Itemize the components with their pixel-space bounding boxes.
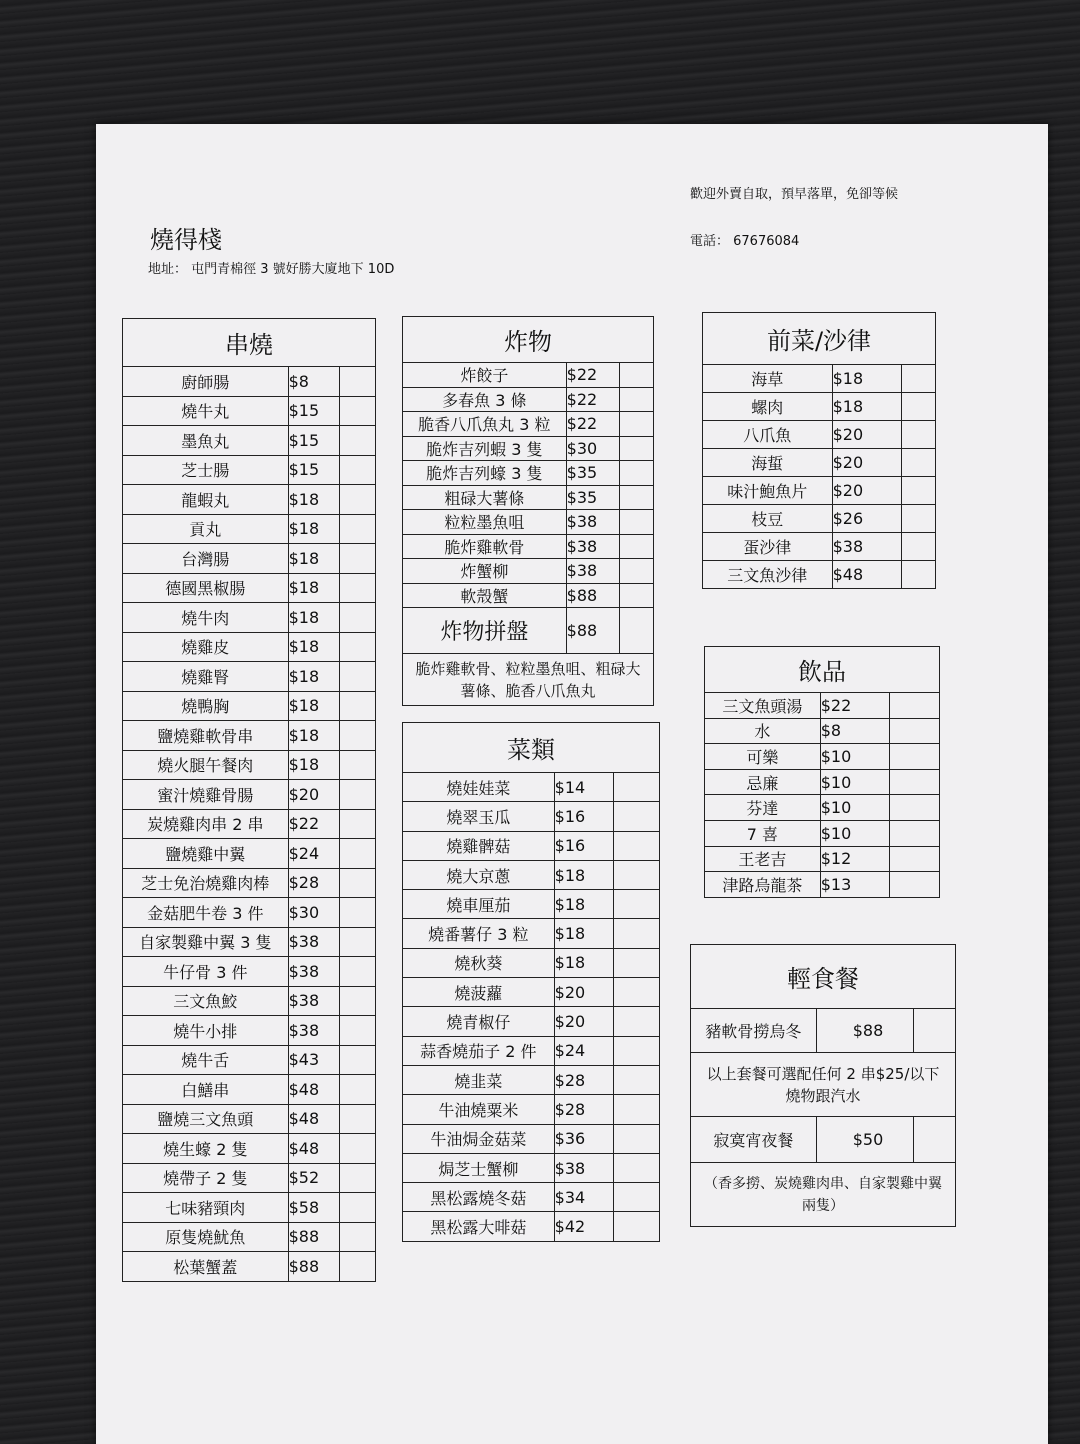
menu-item-row — [123, 750, 376, 780]
shop-name: 燒得棧 — [150, 226, 222, 254]
menu-item-row — [403, 1212, 660, 1241]
drinks-section — [704, 646, 940, 898]
item-price: $18 — [288, 632, 340, 662]
item-price: $38 — [566, 510, 620, 535]
item-name: 焗芝士蟹柳 — [403, 1153, 555, 1182]
item-name: 忌廉 — [705, 769, 821, 795]
item-name: 粒粒墨魚咀 — [403, 510, 567, 535]
menu-item-row — [123, 1075, 376, 1105]
item-price: $24 — [288, 839, 340, 869]
item-name: 燒翠玉瓜 — [403, 802, 555, 831]
item-price: $43 — [288, 1045, 340, 1075]
item-price: $28 — [554, 1095, 614, 1124]
menu-item-row — [703, 505, 936, 533]
item-price: $38 — [288, 927, 340, 957]
item-name: 自家製雞中翼 3 隻 — [123, 927, 289, 957]
menu-item-row — [403, 831, 660, 860]
item-name: 燒番薯仔 3 粒 — [403, 919, 555, 948]
item-price: $18 — [288, 750, 340, 780]
menu-item-row — [403, 1183, 660, 1212]
item-price: $88 — [566, 583, 620, 608]
item-name: 燒火腿午餐肉 — [123, 750, 289, 780]
item-name: 脆炸雞軟骨 — [403, 534, 567, 559]
menu-item-row — [705, 795, 940, 821]
menu-item-row — [123, 691, 376, 721]
item-name: 龍蝦丸 — [123, 485, 289, 515]
menu-item-row — [123, 603, 376, 633]
platter-name: 炸物拼盤 — [403, 608, 567, 654]
item-price: $18 — [554, 890, 614, 919]
menu-item-row — [123, 485, 376, 515]
item-price: $18 — [288, 544, 340, 574]
menu-item-row — [403, 461, 654, 486]
item-name: 多春魚 3 條 — [403, 387, 567, 412]
item-name: 螺肉 — [703, 393, 833, 421]
takeaway-notice: 歡迎外賣自取，預早落單，免卻等候 — [690, 187, 899, 202]
menu-item-row — [403, 534, 654, 559]
item-name: 台灣腸 — [123, 544, 289, 574]
menu-item-row — [705, 693, 940, 719]
item-name: 燒秋葵 — [403, 948, 555, 977]
item-price: $10 — [820, 820, 890, 846]
item-name: 燒韭菜 — [403, 1065, 555, 1094]
set-meal-name: 寂寞宵夜餐 — [691, 1117, 817, 1163]
menu-item-row — [403, 436, 654, 461]
set-meal-contents: （香多撈、炭燒雞肉串、自家製雞中翼兩隻） — [691, 1163, 956, 1227]
item-name: 燒雞髀菇 — [403, 831, 555, 860]
platter-price: $88 — [566, 608, 620, 654]
item-name: 燒牛舌 — [123, 1045, 289, 1075]
item-name: 白鱔串 — [123, 1075, 289, 1105]
appetizers-section — [702, 312, 936, 589]
menu-item-row — [403, 1124, 660, 1153]
item-name: 脆炸吉列蠔 3 隻 — [403, 461, 567, 486]
item-price: $18 — [288, 573, 340, 603]
item-price: $48 — [288, 1075, 340, 1105]
menu-item-row — [403, 510, 654, 535]
item-price: $22 — [566, 412, 620, 437]
menu-item-row — [123, 868, 376, 898]
item-name: 燒車厘茄 — [403, 890, 555, 919]
item-price: $88 — [288, 1222, 340, 1252]
menu-item-row — [123, 367, 376, 397]
item-price: $58 — [288, 1193, 340, 1223]
item-price: $22 — [566, 363, 620, 388]
menu-item-row — [703, 393, 936, 421]
item-price: $8 — [288, 367, 340, 397]
item-price: $18 — [288, 514, 340, 544]
menu-item-row — [123, 986, 376, 1016]
item-name: 鹽燒三文魚頭 — [123, 1104, 289, 1134]
platter-description: 脆炸雞軟骨、粒粒墨魚咀、粗碌大薯條、脆香八爪魚丸 — [403, 654, 654, 706]
item-price: $15 — [288, 396, 340, 426]
item-price: $18 — [288, 691, 340, 721]
item-price: $48 — [288, 1134, 340, 1164]
menu-item-row — [123, 957, 376, 987]
item-price: $10 — [820, 795, 890, 821]
item-name: 松葉蟹蓋 — [123, 1252, 289, 1282]
item-price: $20 — [554, 978, 614, 1007]
item-name: 三文魚頭湯 — [705, 693, 821, 719]
item-name: 貢丸 — [123, 514, 289, 544]
item-name: 芝士免治燒雞肉棒 — [123, 868, 289, 898]
menu-item-row — [703, 477, 936, 505]
item-price: $16 — [554, 831, 614, 860]
item-price: $15 — [288, 455, 340, 485]
menu-item-row — [123, 780, 376, 810]
item-name: 粗碌大薯條 — [403, 485, 567, 510]
item-price: $35 — [566, 461, 620, 486]
item-price: $48 — [288, 1104, 340, 1134]
item-name: 黑松露大啡菇 — [403, 1212, 555, 1241]
menu-item-row — [123, 1193, 376, 1223]
menu-item-row — [123, 455, 376, 485]
item-name: 軟殼蟹 — [403, 583, 567, 608]
menu-item-row — [403, 1153, 660, 1182]
item-name: 鹽燒雞中翼 — [123, 839, 289, 869]
item-name: 燒牛小排 — [123, 1016, 289, 1046]
item-price: $18 — [832, 365, 902, 393]
item-name: 蒜香燒茄子 2 件 — [403, 1036, 555, 1065]
item-price: $16 — [554, 802, 614, 831]
item-name: 燒青椒仔 — [403, 1007, 555, 1036]
set-meal-price: $88 — [816, 1009, 914, 1053]
item-price: $18 — [554, 948, 614, 977]
item-price: $15 — [288, 426, 340, 456]
menu-item-row — [123, 1045, 376, 1075]
item-price: $18 — [288, 485, 340, 515]
set-meal-name: 豬軟骨撈烏冬 — [691, 1009, 817, 1053]
item-name: 脆香八爪魚丸 3 粒 — [403, 412, 567, 437]
item-name: 原隻燒魷魚 — [123, 1222, 289, 1252]
set-meal-price: $50 — [816, 1117, 914, 1163]
item-price: $26 — [832, 505, 902, 533]
item-price: $20 — [832, 477, 902, 505]
menu-item-row — [705, 744, 940, 770]
item-name: 芝士腸 — [123, 455, 289, 485]
fried-list — [403, 363, 654, 608]
item-price: $38 — [288, 957, 340, 987]
menu-item-row — [403, 860, 660, 889]
item-name: 燒娃娃菜 — [403, 773, 555, 802]
item-name: 王老吉 — [705, 846, 821, 872]
item-name: 黑松露燒冬菇 — [403, 1183, 555, 1212]
item-name: 枝豆 — [703, 505, 833, 533]
menu-item-row — [123, 839, 376, 869]
shop-address: 地址： 屯門青棉徑 3 號好勝大廈地下 10D — [148, 262, 395, 277]
menu-item-row — [705, 718, 940, 744]
fried-section — [402, 316, 654, 706]
item-name: 牛油燒粟米 — [403, 1095, 555, 1124]
set-meal-note: 以上套餐可選配任何 2 串$25/以下燒物跟汽水 — [691, 1053, 956, 1117]
menu-item-row — [403, 363, 654, 388]
item-price: $14 — [554, 773, 614, 802]
section-title: 菜類 — [403, 723, 660, 773]
item-name: 炸蟹柳 — [403, 559, 567, 584]
item-name: 燒牛丸 — [123, 396, 289, 426]
menu-item-row — [123, 1104, 376, 1134]
item-price: $18 — [832, 393, 902, 421]
section-title: 輕食餐 — [691, 945, 956, 1009]
item-price: $38 — [288, 986, 340, 1016]
section-title: 炸物 — [403, 317, 654, 363]
item-name: 可樂 — [705, 744, 821, 770]
item-name: 燒生蠔 2 隻 — [123, 1134, 289, 1164]
menu-item-row — [123, 544, 376, 574]
menu-item-row — [705, 820, 940, 846]
menu-item-row — [123, 1134, 376, 1164]
menu-item-row — [403, 1007, 660, 1036]
item-price: $28 — [288, 868, 340, 898]
item-name: 牛仔骨 3 件 — [123, 957, 289, 987]
item-name: 脆炸吉列蝦 3 隻 — [403, 436, 567, 461]
item-price: $34 — [554, 1183, 614, 1212]
item-price: $38 — [832, 533, 902, 561]
item-name: 海草 — [703, 365, 833, 393]
item-price: $20 — [832, 449, 902, 477]
menu-item-row — [403, 387, 654, 412]
item-price: $10 — [820, 744, 890, 770]
item-name: 7 喜 — [705, 820, 821, 846]
menu-item-row — [403, 583, 654, 608]
item-price: $18 — [554, 860, 614, 889]
item-name: 燒雞皮 — [123, 632, 289, 662]
item-price: $13 — [820, 872, 890, 898]
phone-number: 電話： 67676084 — [690, 234, 800, 249]
menu-item-row — [705, 846, 940, 872]
menu-item-row — [403, 978, 660, 1007]
item-price: $38 — [566, 534, 620, 559]
menu-item-row — [403, 802, 660, 831]
menu-item-row — [403, 412, 654, 437]
menu-item-row — [403, 559, 654, 584]
menu-item-row — [123, 721, 376, 751]
item-price: $20 — [288, 780, 340, 810]
item-price: $18 — [288, 603, 340, 633]
item-name: 燒菠蘿 — [403, 978, 555, 1007]
item-price: $20 — [832, 421, 902, 449]
platter-row — [403, 608, 654, 654]
menu-item-row — [403, 890, 660, 919]
item-name: 炸餃子 — [403, 363, 567, 388]
menu-item-row — [703, 533, 936, 561]
item-name: 蜜汁燒雞骨腸 — [123, 780, 289, 810]
item-name: 燒雞腎 — [123, 662, 289, 692]
item-price: $36 — [554, 1124, 614, 1153]
item-price: $28 — [554, 1065, 614, 1094]
menu-item-row — [403, 919, 660, 948]
item-name: 金菇肥牛卷 3 件 — [123, 898, 289, 928]
menu-item-row — [705, 769, 940, 795]
item-name: 七味豬頸肉 — [123, 1193, 289, 1223]
item-price: $12 — [820, 846, 890, 872]
item-name: 鹽燒雞軟骨串 — [123, 721, 289, 751]
section-title: 前菜/沙律 — [703, 313, 936, 365]
item-name: 墨魚丸 — [123, 426, 289, 456]
item-name: 三文魚鮫 — [123, 986, 289, 1016]
menu-item-row — [703, 365, 936, 393]
item-price: $38 — [566, 559, 620, 584]
item-name: 八爪魚 — [703, 421, 833, 449]
item-price: $22 — [566, 387, 620, 412]
menu-item-row — [403, 485, 654, 510]
item-name: 水 — [705, 718, 821, 744]
item-name: 炭燒雞肉串 2 串 — [123, 809, 289, 839]
skewers-section — [122, 318, 376, 1282]
menu-item-row — [403, 1065, 660, 1094]
item-name: 三文魚沙律 — [703, 561, 833, 589]
item-price: $30 — [288, 898, 340, 928]
item-name: 燒鴨胸 — [123, 691, 289, 721]
menu-item-row — [123, 1016, 376, 1046]
menu-item-row — [703, 561, 936, 589]
item-price: $88 — [288, 1252, 340, 1282]
item-name: 燒大京蔥 — [403, 860, 555, 889]
item-price: $20 — [554, 1007, 614, 1036]
item-name: 德國黑椒腸 — [123, 573, 289, 603]
item-price: $35 — [566, 485, 620, 510]
menu-item-row — [123, 1163, 376, 1193]
item-price: $18 — [554, 919, 614, 948]
item-price: $30 — [566, 436, 620, 461]
section-title: 串燒 — [123, 319, 376, 367]
vegetables-section — [402, 722, 660, 1242]
item-price: $22 — [288, 809, 340, 839]
item-name: 牛油焗金菇菜 — [403, 1124, 555, 1153]
item-price: $48 — [832, 561, 902, 589]
menu-item-row — [403, 1095, 660, 1124]
item-name: 津路烏龍茶 — [705, 872, 821, 898]
menu-item-row — [703, 421, 936, 449]
menu-item-row — [403, 773, 660, 802]
item-name: 海蜇 — [703, 449, 833, 477]
menu-item-row — [403, 948, 660, 977]
item-price: $18 — [288, 662, 340, 692]
menu-item-row — [703, 449, 936, 477]
menu-item-row — [123, 426, 376, 456]
item-price: $38 — [554, 1153, 614, 1182]
menu-item-row — [123, 573, 376, 603]
menu-item-row — [123, 809, 376, 839]
menu-item-row — [123, 1222, 376, 1252]
menu-item-row — [403, 1036, 660, 1065]
skewers-list — [123, 367, 376, 1282]
menu-item-row — [705, 872, 940, 898]
item-name: 燒牛肉 — [123, 603, 289, 633]
appetizers-list — [703, 365, 936, 589]
item-price: $10 — [820, 769, 890, 795]
item-price: $18 — [288, 721, 340, 751]
item-price: $38 — [288, 1016, 340, 1046]
item-price: $22 — [820, 693, 890, 719]
item-price: $8 — [820, 718, 890, 744]
item-name: 燒帶子 2 隻 — [123, 1163, 289, 1193]
item-price: $52 — [288, 1163, 340, 1193]
section-title: 飲品 — [705, 647, 940, 693]
menu-item-row — [123, 514, 376, 544]
item-name: 芬達 — [705, 795, 821, 821]
menu-item-row — [123, 396, 376, 426]
item-name: 蛋沙律 — [703, 533, 833, 561]
drinks-list — [705, 693, 940, 898]
item-price: $42 — [554, 1212, 614, 1241]
menu-item-row — [123, 662, 376, 692]
item-price: $24 — [554, 1036, 614, 1065]
item-name: 味汁鮑魚片 — [703, 477, 833, 505]
item-name: 廚師腸 — [123, 367, 289, 397]
vegetables-list — [403, 773, 660, 1242]
menu-item-row — [123, 1252, 376, 1282]
menu-item-row — [123, 898, 376, 928]
menu-item-row — [123, 927, 376, 957]
menu-item-row — [123, 632, 376, 662]
light-meals-section — [690, 944, 956, 1227]
